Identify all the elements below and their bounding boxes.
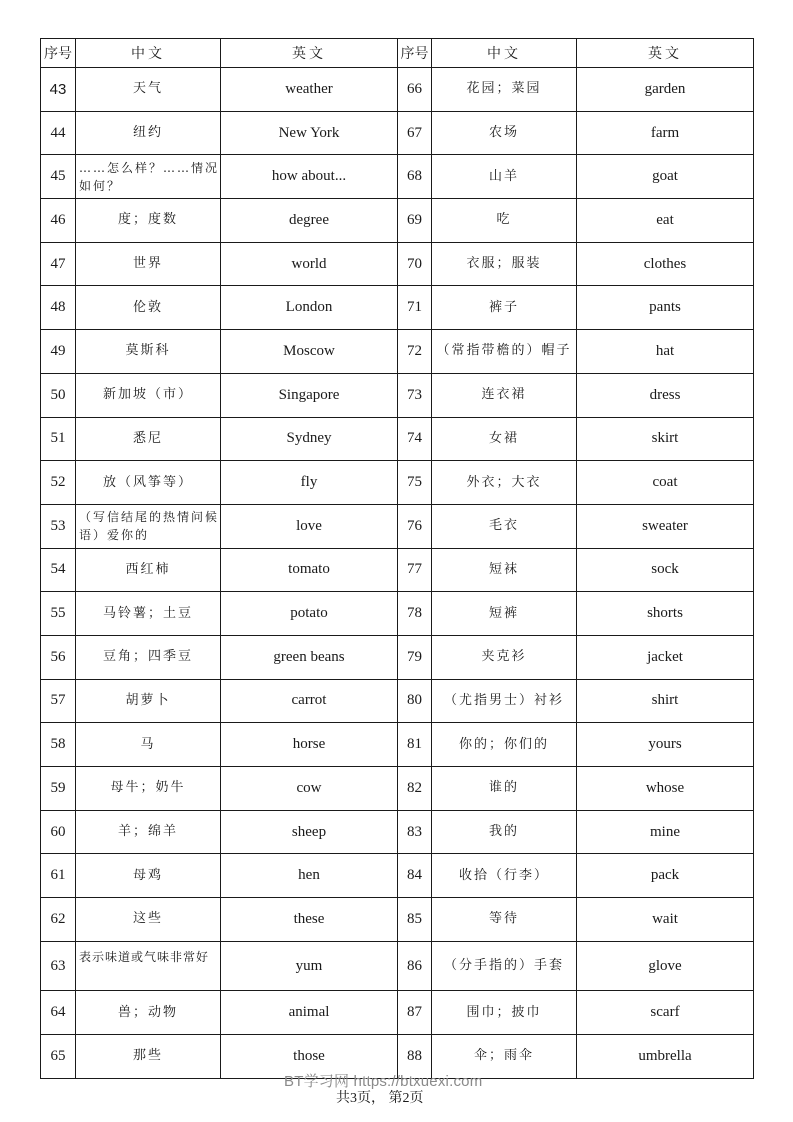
cell-english-right: clothes (577, 242, 754, 286)
cell-index-right: 74 (398, 417, 432, 461)
cell-index-right: 73 (398, 373, 432, 417)
cell-index-right: 71 (398, 286, 432, 330)
cell-chinese-right: 山羊 (432, 155, 577, 199)
header-index-right: 序号 (398, 39, 432, 68)
cell-english-right: pants (577, 286, 754, 330)
cell-index-left: 53 (41, 504, 76, 548)
cell-chinese-left: 天气 (76, 68, 221, 112)
cell-index-left: 51 (41, 417, 76, 461)
cell-chinese-right: 夹克衫 (432, 635, 577, 679)
cell-english-left: tomato (221, 548, 398, 592)
cell-chinese-left: 表示味道或气味非常好 (76, 941, 221, 991)
table-row (41, 679, 754, 723)
table-row (41, 111, 754, 155)
cell-chinese-right: 连衣裙 (432, 373, 577, 417)
cell-index-right: 77 (398, 548, 432, 592)
cell-chinese-right: 花园；菜园 (432, 68, 577, 112)
cell-english-right: hat (577, 330, 754, 374)
table-row (41, 991, 754, 1035)
cell-chinese-right: （分手指的）手套 (432, 941, 577, 991)
cell-chinese-left: 悉尼 (76, 417, 221, 461)
cell-english-left: London (221, 286, 398, 330)
cell-english-right: pack (577, 854, 754, 898)
cell-chinese-right: 裤子 (432, 286, 577, 330)
cell-chinese-left: 豆角；四季豆 (76, 635, 221, 679)
cell-chinese-right: 伞；雨伞 (432, 1035, 577, 1079)
cell-index-left: 62 (41, 898, 76, 942)
cell-chinese-right: 农场 (432, 111, 577, 155)
cell-index-right: 72 (398, 330, 432, 374)
cell-chinese-right: 短裤 (432, 592, 577, 636)
cell-index-right: 80 (398, 679, 432, 723)
table-row (41, 504, 754, 548)
cell-english-right: whose (577, 767, 754, 811)
cell-english-left: horse (221, 723, 398, 767)
cell-english-left: Moscow (221, 330, 398, 374)
cell-index-right: 88 (398, 1035, 432, 1079)
table-row (41, 417, 754, 461)
cell-index-left: 48 (41, 286, 76, 330)
cell-index-right: 76 (398, 504, 432, 548)
vocabulary-table (40, 38, 754, 1079)
cell-chinese-right: 我的 (432, 810, 577, 854)
cell-english-right: yours (577, 723, 754, 767)
cell-english-left: weather (221, 68, 398, 112)
cell-english-left: cow (221, 767, 398, 811)
cell-english-right: shirt (577, 679, 754, 723)
table-row (41, 941, 754, 991)
cell-index-left: 49 (41, 330, 76, 374)
cell-index-right: 68 (398, 155, 432, 199)
cell-chinese-right: 收拾（行李） (432, 854, 577, 898)
table-row (41, 68, 754, 112)
cell-english-right: umbrella (577, 1035, 754, 1079)
cell-english-left: Sydney (221, 417, 398, 461)
cell-chinese-right: 毛衣 (432, 504, 577, 548)
cell-english-left: animal (221, 991, 398, 1035)
cell-english-right: glove (577, 941, 754, 991)
cell-chinese-left: 新加坡（市） (76, 373, 221, 417)
cell-chinese-right: （尤指男士）衬衫 (432, 679, 577, 723)
cell-index-right: 79 (398, 635, 432, 679)
cell-english-right: goat (577, 155, 754, 199)
cell-english-right: dress (577, 373, 754, 417)
cell-english-right: farm (577, 111, 754, 155)
cell-english-left: degree (221, 199, 398, 243)
cell-english-left: yum (221, 941, 398, 991)
cell-chinese-right: 谁的 (432, 767, 577, 811)
cell-index-left: 45 (41, 155, 76, 199)
cell-index-left: 61 (41, 854, 76, 898)
cell-chinese-left: 母牛；奶牛 (76, 767, 221, 811)
cell-index-left: 46 (41, 199, 76, 243)
cell-chinese-left: 纽约 (76, 111, 221, 155)
cell-english-left: world (221, 242, 398, 286)
cell-index-left: 43 (41, 68, 76, 112)
page-footer: 共3页， 第2页 (336, 1091, 424, 1106)
cell-english-left: carrot (221, 679, 398, 723)
cell-chinese-right: 女裙 (432, 417, 577, 461)
cell-english-right: skirt (577, 417, 754, 461)
cell-chinese-right: 等待 (432, 898, 577, 942)
cell-index-left: 58 (41, 723, 76, 767)
cell-index-left: 60 (41, 810, 76, 854)
cell-chinese-right: 衣服；服装 (432, 242, 577, 286)
cell-index-left: 59 (41, 767, 76, 811)
cell-chinese-left: ……怎么样？……情况如何？ (76, 155, 221, 199)
cell-index-left: 44 (41, 111, 76, 155)
table-header-row (41, 39, 754, 68)
watermark: BT学习网 https://btxuexi.com (284, 1073, 483, 1090)
cell-index-right: 67 (398, 111, 432, 155)
cell-index-right: 75 (398, 461, 432, 505)
cell-english-left: Singapore (221, 373, 398, 417)
cell-chinese-left: 度；度数 (76, 199, 221, 243)
cell-chinese-left: 马 (76, 723, 221, 767)
cell-english-right: coat (577, 461, 754, 505)
cell-english-left: love (221, 504, 398, 548)
cell-english-right: mine (577, 810, 754, 854)
header-index-left: 序号 (41, 39, 76, 68)
cell-english-left: those (221, 1035, 398, 1079)
cell-english-left: sheep (221, 810, 398, 854)
header-english-left: 英文 (221, 39, 398, 68)
table-row (41, 592, 754, 636)
cell-english-right: shorts (577, 592, 754, 636)
cell-chinese-left: 西红柿 (76, 548, 221, 592)
cell-index-left: 56 (41, 635, 76, 679)
cell-chinese-right: 你的；你们的 (432, 723, 577, 767)
table-row (41, 286, 754, 330)
cell-chinese-left: 母鸡 (76, 854, 221, 898)
table-row (41, 548, 754, 592)
cell-chinese-left: 羊；绵羊 (76, 810, 221, 854)
cell-english-right: sock (577, 548, 754, 592)
cell-index-right: 86 (398, 941, 432, 991)
header-english-right: 英文 (577, 39, 754, 68)
header-chinese-right: 中文 (432, 39, 577, 68)
cell-index-right: 84 (398, 854, 432, 898)
cell-index-left: 57 (41, 679, 76, 723)
cell-index-left: 55 (41, 592, 76, 636)
cell-english-right: sweater (577, 504, 754, 548)
cell-index-right: 78 (398, 592, 432, 636)
table-row (41, 330, 754, 374)
cell-english-left: green beans (221, 635, 398, 679)
cell-english-left: these (221, 898, 398, 942)
cell-index-left: 52 (41, 461, 76, 505)
cell-chinese-left: （写信结尾的热情问候语）爱你的 (76, 504, 221, 548)
cell-index-left: 47 (41, 242, 76, 286)
cell-index-right: 85 (398, 898, 432, 942)
cell-english-right: eat (577, 199, 754, 243)
cell-chinese-left: 胡萝卜 (76, 679, 221, 723)
cell-chinese-left: 放（风筝等） (76, 461, 221, 505)
cell-chinese-left: 那些 (76, 1035, 221, 1079)
cell-chinese-right: 外衣；大衣 (432, 461, 577, 505)
cell-chinese-left: 这些 (76, 898, 221, 942)
table-row (41, 898, 754, 942)
cell-index-right: 82 (398, 767, 432, 811)
cell-chinese-left: 兽；动物 (76, 991, 221, 1035)
table-row (41, 635, 754, 679)
cell-chinese-right: 围巾；披巾 (432, 991, 577, 1035)
cell-index-right: 83 (398, 810, 432, 854)
cell-english-left: hen (221, 854, 398, 898)
cell-index-left: 65 (41, 1035, 76, 1079)
table-body (41, 68, 754, 1079)
cell-chinese-left: 世界 (76, 242, 221, 286)
cell-english-left: fly (221, 461, 398, 505)
cell-english-left: how about... (221, 155, 398, 199)
cell-chinese-left: 莫斯科 (76, 330, 221, 374)
header-chinese-left: 中文 (76, 39, 221, 68)
table-row (41, 854, 754, 898)
cell-index-right: 87 (398, 991, 432, 1035)
cell-chinese-left: 伦敦 (76, 286, 221, 330)
cell-index-right: 70 (398, 242, 432, 286)
table-row (41, 723, 754, 767)
table-row (41, 461, 754, 505)
table-row (41, 810, 754, 854)
cell-english-left: potato (221, 592, 398, 636)
cell-index-left: 54 (41, 548, 76, 592)
cell-index-right: 81 (398, 723, 432, 767)
cell-index-right: 69 (398, 199, 432, 243)
cell-chinese-right: （常指带檐的）帽子 (432, 330, 577, 374)
cell-english-right: wait (577, 898, 754, 942)
cell-chinese-right: 短袜 (432, 548, 577, 592)
table-row (41, 199, 754, 243)
table-row (41, 767, 754, 811)
cell-index-left: 63 (41, 941, 76, 991)
cell-english-left: New York (221, 111, 398, 155)
table-row (41, 155, 754, 199)
table-row (41, 373, 754, 417)
cell-english-right: garden (577, 68, 754, 112)
cell-index-left: 64 (41, 991, 76, 1035)
cell-english-right: jacket (577, 635, 754, 679)
cell-index-left: 50 (41, 373, 76, 417)
cell-index-right: 66 (398, 68, 432, 112)
table-row (41, 242, 754, 286)
cell-chinese-left: 马铃薯；土豆 (76, 592, 221, 636)
cell-chinese-right: 吃 (432, 199, 577, 243)
cell-english-right: scarf (577, 991, 754, 1035)
